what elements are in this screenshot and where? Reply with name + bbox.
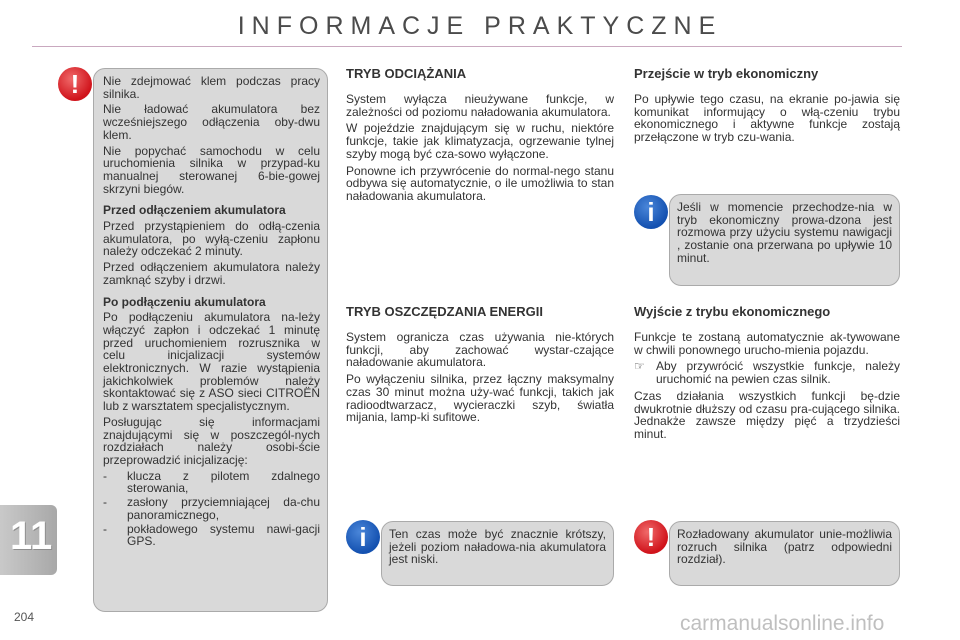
list-item: - zasłony przyciemniającej da-chu panoramicznego, bbox=[103, 495, 320, 522]
paragraph: System ogranicza czas używania nie-których funkcji, aby zachować wystar-czające naładowanie akumulatora. bbox=[346, 330, 614, 370]
warning-box-battery bbox=[93, 68, 328, 612]
info-icon: i bbox=[346, 520, 380, 554]
paragraph: Funkcje te zostaną automatycznie ak-tywowane w chwili ponownego urucho-mienia pojazdu. bbox=[634, 330, 900, 357]
section-title-enter-eco: Przejście w tryb ekonomiczny bbox=[634, 66, 819, 81]
paragraph: Po wyłączeniu silnika, przez łączny maksymalny czas 30 minut można uży-wać funkcji, takich jak radioodtwarzacz, wycieraczki szyb, światła mijania, lamp-ki sufitowe. bbox=[346, 372, 614, 425]
section-text-enter-eco bbox=[634, 93, 900, 148]
watermark: carmanualsonline.info bbox=[680, 612, 885, 635]
warning-box-discharged bbox=[669, 521, 900, 586]
info-box-time bbox=[381, 521, 614, 586]
paragraph: Przed odłączeniem akumulatora należy zamknąć szyby i drzwi. bbox=[103, 260, 320, 287]
subheading: Po podłączeniu akumulatora bbox=[103, 294, 266, 309]
header-divider bbox=[32, 46, 902, 47]
section-title-unload: TRYB ODCIĄŻANIA bbox=[346, 66, 467, 81]
paragraph: Po upływie tego czasu, na ekranie po-jawia się komunikat informujący o włą-czeniu trybu ekonomicznego i aktywne funkcje zostają przełączone w tryb czu-wania. bbox=[634, 92, 900, 145]
warning-box-text bbox=[103, 75, 320, 548]
bullet-item: ☞ Aby przywrócić wszystkie funkcje, należy uruchomić na pewien czas silnik. bbox=[634, 359, 900, 387]
paragraph: Przed przystąpieniem do odłą-czenia akumulatora, po wyłą-czeniu zapłonu należy odczekać 2 minuty. bbox=[103, 219, 320, 259]
warning-box-text: Rozładowany akumulator unie-możliwia rozruch silnika (patrz odpowiedni rozdział). bbox=[677, 527, 892, 567]
info-icon: i bbox=[634, 195, 668, 229]
section-title-economy: TRYB OSZCZĘDZANIA ENERGII bbox=[346, 304, 543, 319]
paragraph: Nie popychać samochodu w celu uruchomienia silnika w przypad-ku manualnej sterowanej 6-bie-gowej skrzyni biegów. bbox=[103, 143, 320, 196]
pointing-hand-icon: ☞ bbox=[634, 359, 645, 374]
section-text-unload bbox=[346, 93, 614, 207]
init-list bbox=[103, 470, 320, 548]
paragraph: Nie zdejmować klem podczas pracy silnika. bbox=[103, 74, 320, 101]
info-box-navigation bbox=[669, 194, 900, 286]
list-item: - klucza z pilotem zdalnego sterowania, bbox=[103, 468, 320, 496]
warning-icon: ! bbox=[634, 520, 668, 554]
warning-icon: ! bbox=[58, 67, 92, 101]
paragraph: W pojeździe znajdującym się w ruchu, niektóre funkcje, takie jak klimatyzacja, ogrzewanie tylnej szyby mogą być cza-sowo wyłączone. bbox=[346, 121, 614, 161]
section-text-exit-eco bbox=[634, 331, 900, 445]
paragraph: Czas działania wszystkich funkcji bę-dzie dwukrotnie dłuższy od czasu pra-cującego silnika. Jednakże zawsze między pięć a trzydzieści minut. bbox=[634, 388, 900, 441]
chapter-number: 11 bbox=[10, 514, 53, 558]
list-item: - pokładowego systemu nawi-gacji GPS. bbox=[103, 521, 320, 549]
page-title: INFORMACJE PRAKTYCZNE bbox=[237, 12, 723, 40]
section-text-economy bbox=[346, 331, 614, 428]
paragraph: Posługując się informacjami znajdującymi się w poszczegól-nych rozdziałach należy osobi-ście przeprowadzić inicjalizację: bbox=[103, 414, 320, 467]
section-title-exit-eco: Wyjście z trybu ekonomicznego bbox=[634, 304, 831, 319]
info-box-text: Ten czas może być znacznie krótszy, jeżeli poziom naładowa-nia akumulatora jest niski. bbox=[389, 527, 606, 567]
page-number: 204 bbox=[14, 610, 35, 624]
paragraph: System wyłącza nieużywane funkcje, w zależności od poziomu naładowania akumulatora. bbox=[346, 92, 614, 119]
subheading: Przed odłączeniem akumulatora bbox=[103, 203, 286, 218]
paragraph: Po podłączeniu akumulatora na-leży włączyć zapłon i odczekać 1 minutę przed uruchomieniem rozrusznika w celu inicjalizacji systemów elektronicznych. W razie wystąpienia jakichkolwiek problemów należy skontaktować się z ASO sieci CITROËN lub z warsztatem specjalistycznym. bbox=[103, 310, 320, 414]
paragraph: Nie ładować akumulatora bez wcześniejszego odłączenia oby-dwu klem. bbox=[103, 102, 320, 142]
info-box-text: Jeśli w momencie przechodze-nia w tryb ekonomiczny prowa-dzona jest rozmowa przy użyciu systemu nawigacji , zostanie ona przerwana po upływie 10 minut. bbox=[677, 200, 892, 265]
paragraph: Ponowne ich przywrócenie do normal-nego stanu odbywa się automatycznie, o ile umożliwia to stan naładowania akumulatora. bbox=[346, 163, 614, 203]
